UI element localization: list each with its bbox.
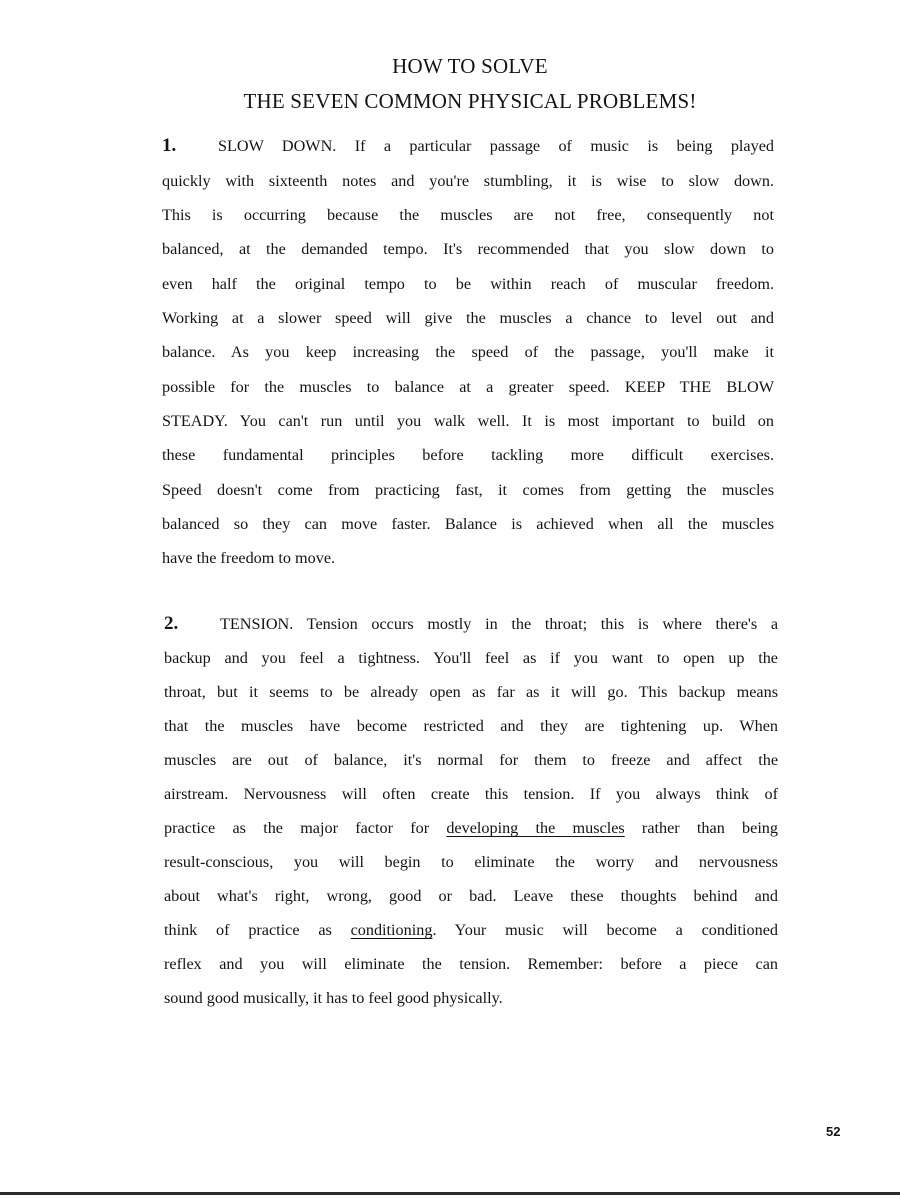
text-span: TENSION. Tension occurs mostly in the throat; this is where there's a	[220, 615, 778, 633]
text-line: This is occurring because the muscles are not free, consequently not	[162, 206, 774, 224]
text-line: that the muscles have become restricted and they are tightening up. When	[164, 717, 778, 735]
text-span: SLOW DOWN. If a particular passage of music is being played	[218, 137, 774, 155]
text-line: airstream. Nervousness will often create this tension. If you always think of	[164, 785, 778, 803]
page-number: 52	[826, 1124, 841, 1139]
text-span: practice as the major factor for	[164, 819, 447, 837]
text-span: think of practice as	[164, 921, 351, 939]
text-line: Speed doesn't come from practicing fast, it comes from getting the muscles	[162, 481, 774, 499]
text-line: quickly with sixteenth notes and you're stumbling, it is wise to slow down.	[162, 172, 774, 190]
text-line: sound good musically, it has to feel good physically.	[164, 989, 503, 1007]
text-line: these fundamental principles before tackling more difficult exercises.	[162, 446, 774, 464]
text-line: even half the original tempo to be within reach of muscular freedom.	[162, 275, 774, 293]
text-line: balance. As you keep increasing the speed of the passage, you'll make it	[162, 343, 774, 361]
text-line: about what's right, wrong, good or bad. Leave these thoughts behind and	[164, 887, 778, 905]
text-line: balanced, at the demanded tempo. It's recommended that you slow down to	[162, 240, 774, 258]
text-line	[164, 817, 778, 839]
text-line: STEADY. You can't run until you walk well. It is most important to build on	[162, 412, 774, 430]
text-line: balanced so they can move faster. Balance is achieved when all the muscles	[162, 515, 774, 533]
text-line: reflex and you will eliminate the tension. Remember: before a piece can	[164, 955, 778, 973]
text-line: backup and you feel a tightness. You'll feel as if you want to open up the	[164, 649, 778, 667]
text-line: possible for the muscles to balance at a greater speed. KEEP THE BLOW	[162, 378, 774, 396]
text-line: throat, but it seems to be already open as far as it will go. This backup means	[164, 683, 778, 701]
underlined-phrase: developing the muscles	[446, 819, 625, 837]
page-title-line-1: HOW TO SOLVE	[392, 54, 548, 78]
section-1-number: 1.	[162, 135, 177, 156]
underlined-phrase: conditioning	[350, 921, 433, 939]
text-line: Working at a slower speed will give the muscles a chance to level out and	[162, 309, 774, 327]
bottom-border-line	[0, 1192, 900, 1195]
text-line	[164, 613, 778, 635]
text-line	[162, 135, 774, 157]
text-line: result-conscious, you will begin to eliminate the worry and nervousness	[164, 853, 778, 871]
text-line: have the freedom to move.	[162, 549, 336, 567]
text-line: muscles are out of balance, it's normal for them to freeze and affect the	[164, 751, 778, 769]
section-2-number: 2.	[164, 613, 179, 634]
page-title-line-2: THE SEVEN COMMON PHYSICAL PROBLEMS!	[243, 89, 697, 113]
text-span: . Your music will become a conditioned	[432, 921, 778, 939]
text-span: rather than being	[624, 819, 778, 837]
text-line	[164, 919, 778, 941]
